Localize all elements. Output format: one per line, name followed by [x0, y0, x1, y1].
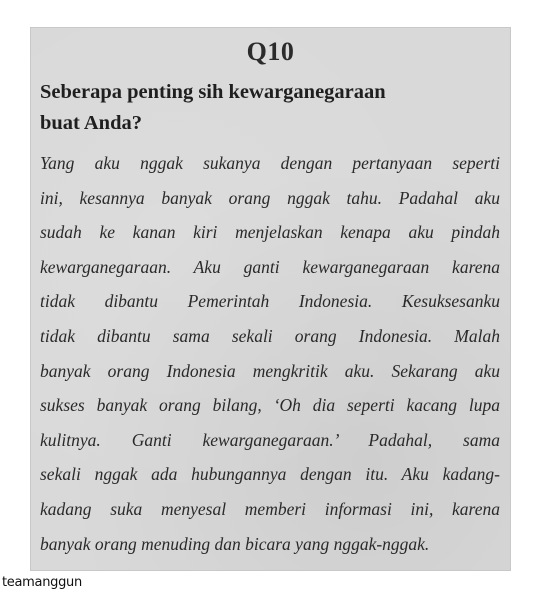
question-line: Seberapa penting sih kewarganegaraan: [40, 81, 386, 103]
answer-line: Yang aku nggak sukanya dengan pertanyaan seperti: [40, 153, 500, 173]
watermark-text: teamanggun: [2, 575, 82, 590]
answer-line: kulitnya. Ganti kewarganegaraan.’ Padahal, sama: [40, 429, 500, 450]
answer-line: kewarganegaraan. Aku ganti kewarganegaraan karena: [40, 256, 500, 277]
magazine-page: [30, 27, 511, 571]
question-number-heading: Q10: [246, 37, 295, 66]
question-line: buat Anda?: [40, 112, 142, 134]
question-text: [40, 77, 495, 139]
answer-line: tidak dibantu sama sekali orang Indonesia. Malah: [40, 325, 500, 346]
answer-line: ini, kesannya banyak orang nggak tahu. Padahal aku: [40, 187, 500, 208]
answer-paragraph: [40, 146, 500, 561]
answer-line: tidak dibantu Pemerintah Indonesia. Kesuksesanku: [40, 291, 500, 312]
answer-line: sukses banyak orang bilang, ‘Oh dia seperti kacang lupa: [40, 395, 500, 416]
answer-line: sekali nggak ada hubungannya dengan itu. Aku kadang-: [40, 464, 500, 485]
answer-line: sudah ke kanan kiri menjelaskan kenapa aku pindah: [40, 222, 500, 243]
answer-line: banyak orang menuding dan bicara yang nggak-nggak.: [40, 533, 430, 554]
answer-line: kadang suka menyesal memberi informasi ini, karena: [40, 498, 500, 519]
answer-line: banyak orang Indonesia mengkritik aku. Sekarang aku: [40, 360, 500, 381]
